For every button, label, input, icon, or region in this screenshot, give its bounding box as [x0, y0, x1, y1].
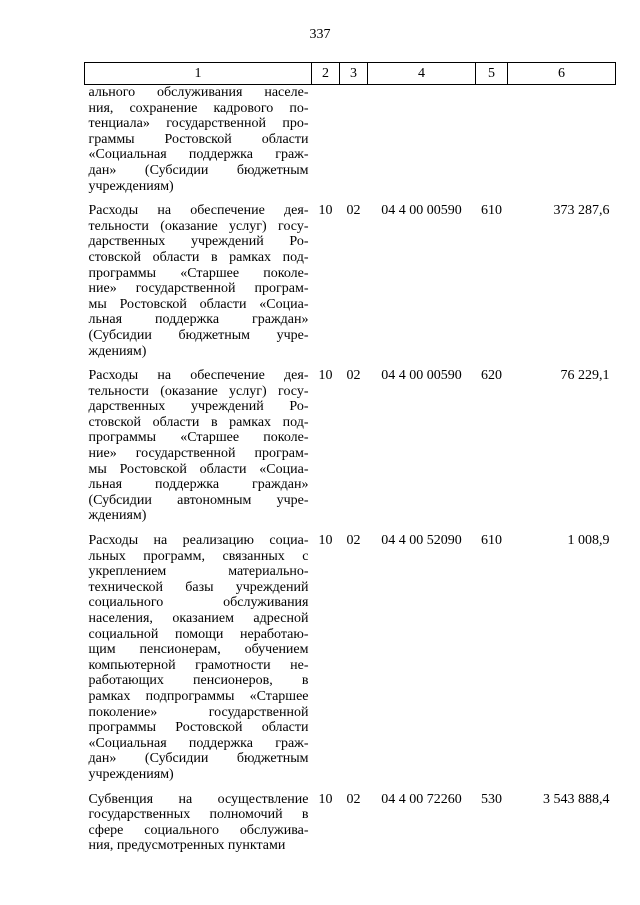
- row-target-code: 04 4 00 52090: [381, 533, 462, 549]
- desc-line: ние» государственной програм-: [88, 281, 309, 297]
- row-amount: 1 008,9: [567, 533, 610, 549]
- desc-line: (Субсидии бюджетным учре-: [88, 327, 309, 343]
- row-subsection: 02: [346, 791, 361, 807]
- desc-line: Субвенция на осуществление: [88, 791, 309, 807]
- desc-line: «Социальная поддержка граж-: [88, 735, 309, 751]
- row-target-code: 04 4 00 72260: [381, 791, 462, 807]
- desc-line: дан» (Субсидии бюджетным: [88, 751, 309, 767]
- desc-line: сфере социального обслужива-: [88, 822, 309, 838]
- row-target-code: 04 4 00 00590: [381, 203, 462, 219]
- page-number: 337: [309, 27, 331, 42]
- row-description: [85, 533, 312, 792]
- budget-table: [84, 62, 616, 863]
- row-amount: 76 229,1: [560, 368, 610, 384]
- desc-line: Расходы на обеспечение дея-: [88, 368, 309, 384]
- desc-line: ния, предусмотренных пунктами: [88, 838, 286, 854]
- header-col-3: 3: [340, 63, 368, 85]
- row-description: [85, 792, 312, 863]
- desc-line: населения, оказанием адресной: [88, 611, 309, 626]
- row-section: 10: [318, 203, 333, 219]
- desc-line: рамках подпрограммы «Старшее: [88, 688, 309, 704]
- row-description: [85, 368, 312, 533]
- desc-line: учреждениям): [88, 766, 174, 782]
- row-section: 10: [318, 533, 333, 549]
- row-expense-type: 610: [481, 203, 502, 219]
- desc-line: тенциала» государственной про-: [88, 116, 309, 132]
- header-col-1: 1: [85, 63, 312, 85]
- desc-line: Расходы на реализацию социа-: [88, 533, 309, 549]
- desc-line: мы Ростовской области «Социа-: [88, 296, 309, 312]
- desc-line: дарственных учреждений Ро-: [88, 399, 309, 415]
- row-amount: 373 287,6: [553, 203, 610, 219]
- desc-line: компьютерной грамотности не-: [88, 657, 309, 673]
- desc-line: тельности (оказание услуг) госу-: [88, 218, 309, 234]
- desc-line: граммы Ростовской области: [88, 131, 309, 147]
- row-subsection: 02: [346, 368, 361, 384]
- row-section: 10: [318, 368, 333, 384]
- desc-line: учреждениям): [88, 178, 174, 194]
- desc-line: тельности (оказание услуг) госу-: [88, 383, 309, 399]
- table-row: [85, 792, 616, 863]
- desc-line: поколение» государственной: [88, 704, 309, 720]
- desc-line: программы «Старшее поколе-: [88, 265, 309, 281]
- desc-line: мы Ростовской области «Социа-: [88, 461, 309, 477]
- row-section: 10: [318, 791, 333, 807]
- desc-line: дан» (Субсидии бюджетным: [88, 162, 309, 178]
- row-description: [85, 203, 312, 368]
- desc-line: государственных полномочий в: [88, 807, 309, 823]
- desc-line: укреплением материально-: [88, 564, 309, 580]
- desc-line: ждениям): [88, 508, 147, 524]
- desc-line: ния, сохранение кадрового по-: [88, 100, 309, 116]
- desc-line: ние» государственной програм-: [88, 446, 309, 462]
- desc-line: ждениям): [88, 343, 147, 359]
- header-col-2: 2: [312, 63, 340, 85]
- continuation-description: [85, 85, 312, 204]
- row-expense-type: 530: [481, 791, 502, 807]
- table-header-row: [85, 63, 616, 85]
- header-col-4: 4: [368, 63, 476, 85]
- desc-line: дарственных учреждений Ро-: [88, 234, 309, 250]
- row-subsection: 02: [346, 203, 361, 219]
- row-amount: 3 543 888,4: [543, 791, 610, 807]
- row-expense-type: 610: [481, 533, 502, 549]
- desc-line: льных программ, связанных с: [88, 548, 309, 564]
- desc-line: социальной помощи неработаю-: [88, 626, 309, 642]
- desc-line: Расходы на обеспечение дея-: [88, 203, 309, 219]
- desc-line: стовской области в рамках под-: [88, 414, 309, 430]
- desc-line: щим пенсионерам, обучением: [88, 642, 309, 658]
- desc-line: стовской области в рамках под-: [88, 249, 309, 265]
- row-expense-type: 620: [481, 368, 502, 384]
- table-row: [85, 203, 616, 368]
- row-target-code: 04 4 00 00590: [381, 368, 462, 384]
- table-row: [85, 368, 616, 533]
- header-col-5: 5: [476, 63, 508, 85]
- desc-line: льная поддержка граждан»: [88, 477, 309, 493]
- desc-line: льная поддержка граждан»: [88, 312, 309, 328]
- continuation-row: [85, 85, 616, 204]
- desc-line: (Субсидии автономным учре-: [88, 492, 309, 508]
- header-col-6: 6: [508, 63, 616, 85]
- desc-line: технической базы учреждений: [88, 579, 309, 595]
- desc-line: работающих пенсионеров, в: [88, 673, 309, 689]
- desc-line: «Социальная поддержка граж-: [88, 147, 309, 163]
- desc-line: программы «Старшее поколе-: [88, 430, 309, 446]
- desc-line: ального обслуживания населе-: [88, 85, 309, 100]
- row-subsection: 02: [346, 533, 361, 549]
- desc-line: программы Ростовской области: [88, 720, 309, 736]
- table-row: [85, 533, 616, 792]
- desc-line: социального обслуживания: [88, 595, 309, 611]
